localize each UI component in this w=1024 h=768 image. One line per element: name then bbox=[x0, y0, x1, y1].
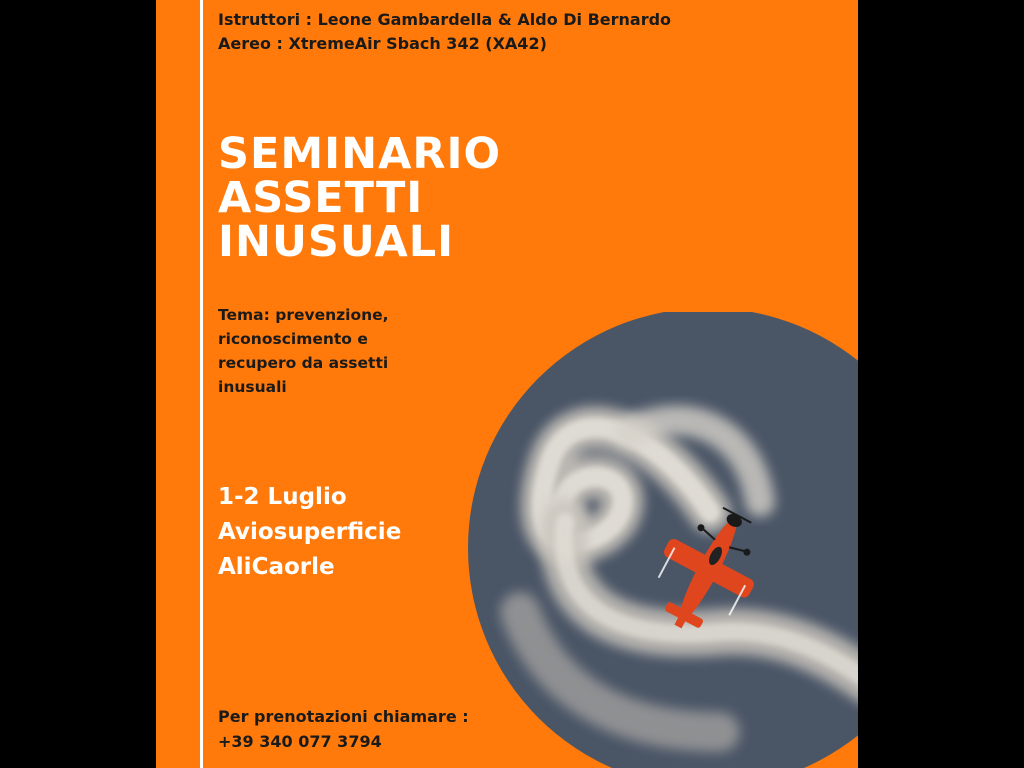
contact-info bbox=[218, 704, 469, 754]
phone-number: +39 340 077 3794 bbox=[218, 732, 382, 751]
booking-label: Per prenotazioni chiamare : bbox=[218, 707, 469, 726]
title-line-1: SEMINARIO bbox=[218, 129, 502, 179]
poster bbox=[156, 0, 858, 768]
event-details bbox=[218, 480, 401, 585]
title-line-2: ASSETTI bbox=[218, 173, 424, 223]
vertical-divider-line bbox=[200, 0, 203, 768]
aircraft-text: Aereo : XtremeAir Sbach 342 (XA42) bbox=[218, 34, 547, 53]
title-line-3: INUSUALI bbox=[218, 217, 455, 267]
instructors-text: Istruttori : Leone Gambardella & Aldo Di Bernardo bbox=[218, 10, 672, 29]
header-info bbox=[218, 8, 671, 56]
event-venue-name: AliCaorle bbox=[218, 554, 335, 580]
theme-text: Tema: prevenzione, riconoscimento e recupero da assetti inusuali bbox=[218, 306, 389, 396]
seminar-title bbox=[218, 129, 502, 267]
event-date: 1-2 Luglio bbox=[218, 484, 347, 510]
event-venue-type: Aviosuperficie bbox=[218, 519, 402, 545]
aerobatic-plane-photo bbox=[460, 312, 858, 768]
